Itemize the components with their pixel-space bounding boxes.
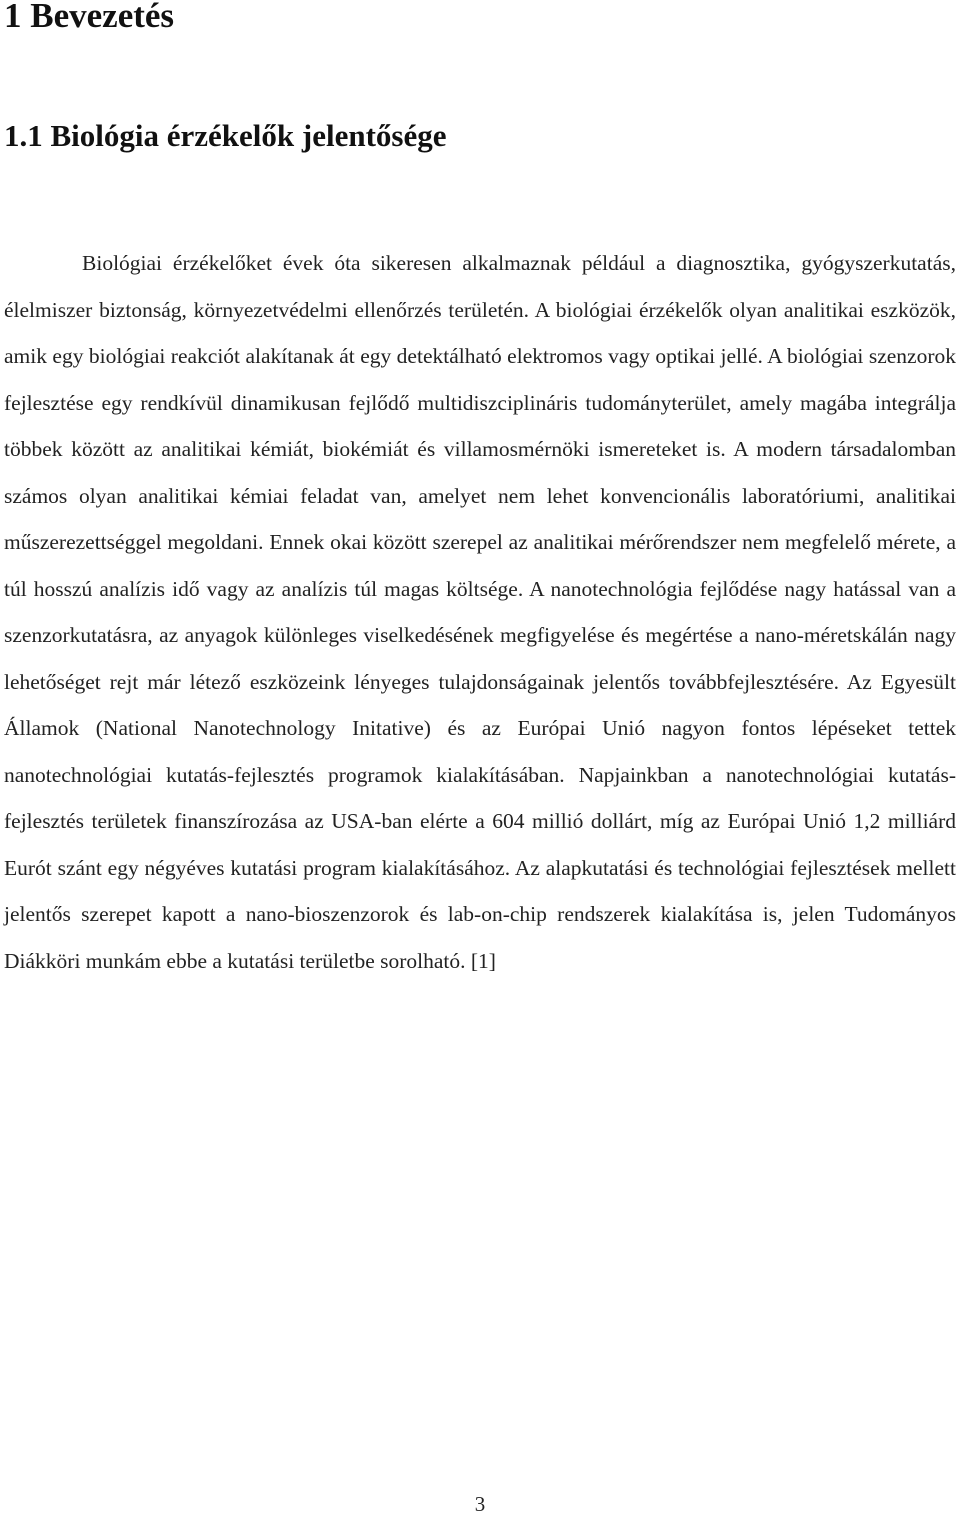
section-title: 1.1 Biológia érzékelők jelentősége [4, 118, 447, 153]
page-number: 3 [474, 1492, 486, 1516]
body-paragraph: Biológiai érzékelőket évek óta sikeresen alkalmaznak például a diagnosztika, gyógyszerkutatás, élelmiszer biztonság, környezetvédelmi ellenőrzés területén. A biológiai érzékelők olyan analitikai eszközök, amik egy biológiai reakciót alakítanak át egy detektálható elektromos vagy optikai jellé. A biológiai szenzorok fejlesztése egy rendkívül dinamikusan fejlődő multidiszciplináris tudományterület, amely magába integrálja többek között az analitikai kémiát, biokémiát és villamosmérnöki ismereteket is. A modern társadalomban számos olyan analitikai kémiai feladat van, amelyet nem lehet konvencionális laboratóriumi, analitikai műszerezettséggel megoldani. Ennek okai között szerepel az analitikai mérőrendszer nem megfelelő mérete, a túl hosszú analízis idő vagy az analízis túl magas költsége. A nanotechnológia fejlődése nagy hatással van a szenzorkutatásra, az anyagok különleges viselkedésének megfigyelése és megértése a nano-méretskálán nagy lehetőséget rejt már létező eszközeink lényeges tulajdonságainak jelentős továbbfejlesztésére. Az Egyesült Államok (National Nanotechnology Initative) és az Európai Unió nagyon fontos lépéseket tettek nanotechnológiai kutatás-fejlesztés programok kialakításában. Napjainkban a nanotechnológiai kutatás-fejlesztés területek finanszírozása az USA-ban elérte a 604 millió dollárt, míg az Európai Unió 1,2 milliárd Eurót szánt egy négyéves kutatási program kialakításához. Az alapkutatási és technológiai fejlesztések mellett jelentős szerepet kapott a nano-bioszenzorok és lab-on-chip rendszerek kialakítása is, jelen Tudományos Diákköri munkám ebbe a kutatási területbe sorolható. [1] [4, 251, 956, 973]
chapter-title: 1 Bevezetés [4, 0, 175, 35]
